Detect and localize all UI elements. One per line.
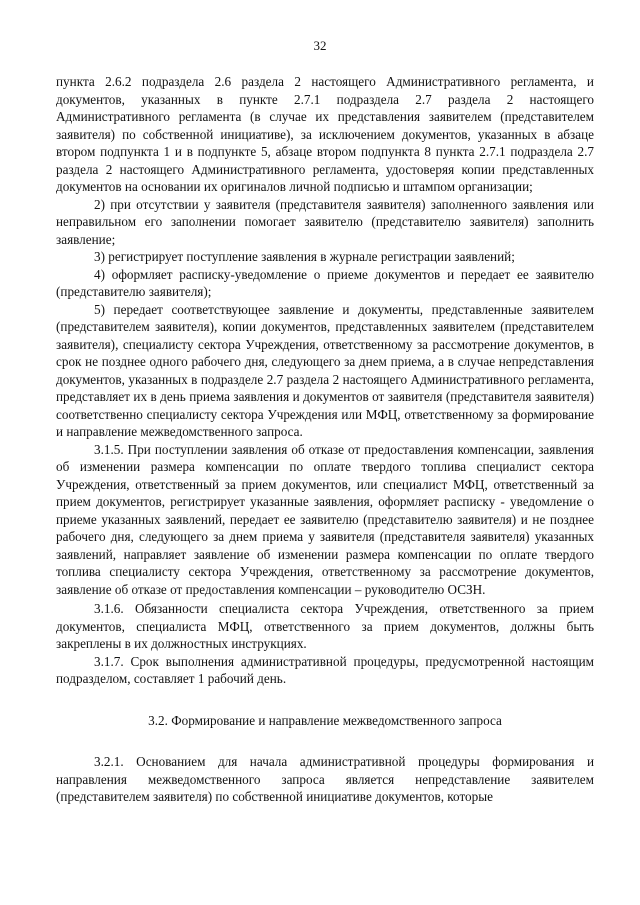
paragraph-item-3: 3) регистрирует поступление заявления в журнале регистрации заявлений;	[94, 249, 515, 264]
paragraph-3-1-6: 3.1.6. Обязанности специалиста сектора Учреждения, ответственного за прием документов, специалиста МФЦ, ответственного за прием документов, должны быть закреплены в их должностных инструкциях.	[56, 601, 594, 651]
paragraph-3-2-1: 3.2.1. Основанием для начала административной процедуры формирования и направления межведомственного запроса является непредставление заявителем (представителем заявителя) по собственной инициативе документов, которые	[56, 754, 594, 804]
section-heading: 3.2. Формирование и направление межведомственного запроса	[148, 712, 502, 728]
paragraph-3-1-7: 3.1.7. Срок выполнения административной процедуры, предусмотренной настоящим подразделом, составляет 1 рабочий день.	[56, 653, 594, 686]
page-number: 32	[313, 38, 327, 53]
paragraph-item-2: 2) при отсутствии у заявителя (представителя заявителя) заполненного заявления или неправильном его заполнении помогает заявителю (представителю заявителя) заполнить заявление;	[56, 196, 594, 247]
paragraph-item-4: 4) оформляет расписку-уведомление о приеме документов и передает ее заявителю (представителю заявителя);	[56, 266, 594, 299]
document-body	[56, 73, 594, 806]
paragraph-continuation: пункта 2.6.2 подраздела 2.6 раздела 2 настоящего Административного регламента, и документов, указанных в пункте 2.7.1 подраздела 2.7 раздела 2 настоящего Административного регламента (в случае их представления заявителем (представителем заявителя) по собственной инициативе), за исключением документов, указанных в абзаце втором подпункта 1 и в подпункте 5, абзаце втором подпункта 8 пункта 2.7.1 подраздела 2.7 раздела 2 настоящего Административного регламента, удостоверяя копии представленных документов на основании их оригиналов личной подписью и штампом организации;	[56, 74, 594, 194]
paragraph-3-1-5: 3.1.5. При поступлении заявления об отказе от предоставления компенсации, заявления об изменении размера компенсации по оплате твердого топлива специалист сектора Учреждения, ответственный за прием документов, или специалист МФЦ, ответственный за прием документов, регистрирует указанные заявления, оформляет расписку - уведомление о приеме указанных заявлений, передает ее заявителю (представителю заявителя) и не позднее рабочего дня, следующего за днем приема у заявителя (представителя заявителя) указанных заявлений, направляет заявление об изменении размера компенсации по оплате твердого топлива специалисту сектора Учреждения, ответственному за рассмотрение документов, заявление об отказе от предоставления компенсации – руководителю ОСЗН.	[56, 441, 594, 597]
paragraph-item-5: 5) передает соответствующее заявление и документы, представленные заявителем (представителем заявителя), копии документов, представленных заявителем (представителем заявителя), специалисту сектора Учреждения, ответственному за рассмотрение документов, в срок не позднее одного рабочего дня, следующего за днем приема, а в случае непредставления документов, указанных в подразделе 2.7 раздела 2 настоящего Административного регламента, представляет их в день приема заявления и документов от заявителя (представителя заявителя) соответственно специалисту сектора Учреждения или МФЦ, ответственному за формирование и направление межведомственного запроса.	[56, 301, 594, 439]
